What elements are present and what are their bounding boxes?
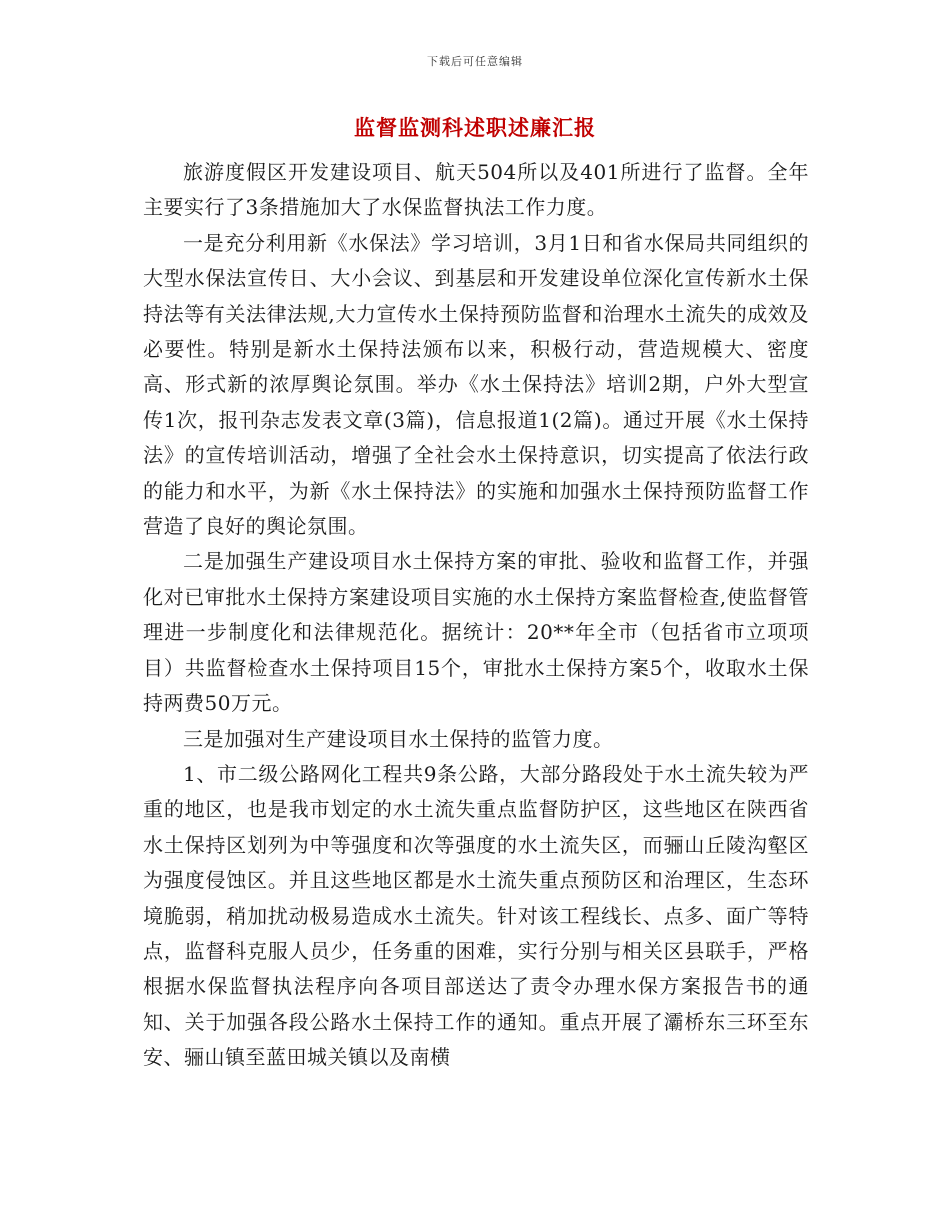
- document-body: [143, 155, 809, 1076]
- header-note: 下载后可任意编辑: [427, 55, 523, 68]
- paragraph-2: 一是充分利用新《水保法》学习培训，3月1日和省水保局共同组织的大型水保法宣传日、大小会议、到基层和开发建设单位深化宣传新水土保持法等有关法律法规,大力宣传水土保持预防监督和治理水土流失的成效及必要性。特别是新水土保持法颁布以来，积极行动，营造规模大、密度高、形式新的浓厚舆论氛围。举办《水土保持法》培训2期，户外大型宣传1次，报刊杂志发表文章(3篇)，信息报道1(2篇)。通过开展《水土保持法》的宣传培训活动，增强了全社会水土保持意识，切实提高了依法行政的能力和水平，为新《水土保持法》的实施和加强水土保持预防监督工作营造了良好的舆论氛围。: [143, 230, 809, 539]
- paragraph-3: 二是加强生产建设项目水土保持方案的审批、验收和监督工作，并强化对已审批水土保持方案建设项目实施的水土保持方案监督检查,使监督管理进一步制度化和法律规范化。据统计：20**年全市（包括省市立项项目）共监督检查水土保持项目15个，审批水土保持方案5个，收取水土保持两费50万元。: [143, 549, 809, 716]
- paragraph-1: 旅游度假区开发建设项目、航天504所以及401所进行了监督。全年主要实行了3条措施加大了水保监督执法工作力度。: [143, 160, 809, 220]
- paragraph-5: 1、市二级公路网化工程共9条公路，大部分路段处于水土流失较为严重的地区，也是我市划定的水土流失重点监督防护区，这些地区在陕西省水土保持区划列为中等强度和次等强度的水土流失区，而骊山丘陵沟壑区为强度侵蚀区。并且这些地区都是水土流失重点预防区和治理区，生态环境脆弱，稍加扰动极易造成水土流失。针对该工程线长、点多、面广等特点，监督科克服人员少，任务重的困难，实行分别与相关区县联手，严格根据水保监督执法程序向各项目部送达了责令办理水保方案报告书的通知、关于加强各段公路水土保持工作的通知。重点开展了灞桥东三环至东安、骊山镇至蓝田城关镇以及南横: [143, 761, 809, 1070]
- document-title: 监督监测科述职述廉汇报: [354, 115, 596, 140]
- paragraph-4: 三是加强对生产建设项目水土保持的监管力度。: [183, 726, 614, 751]
